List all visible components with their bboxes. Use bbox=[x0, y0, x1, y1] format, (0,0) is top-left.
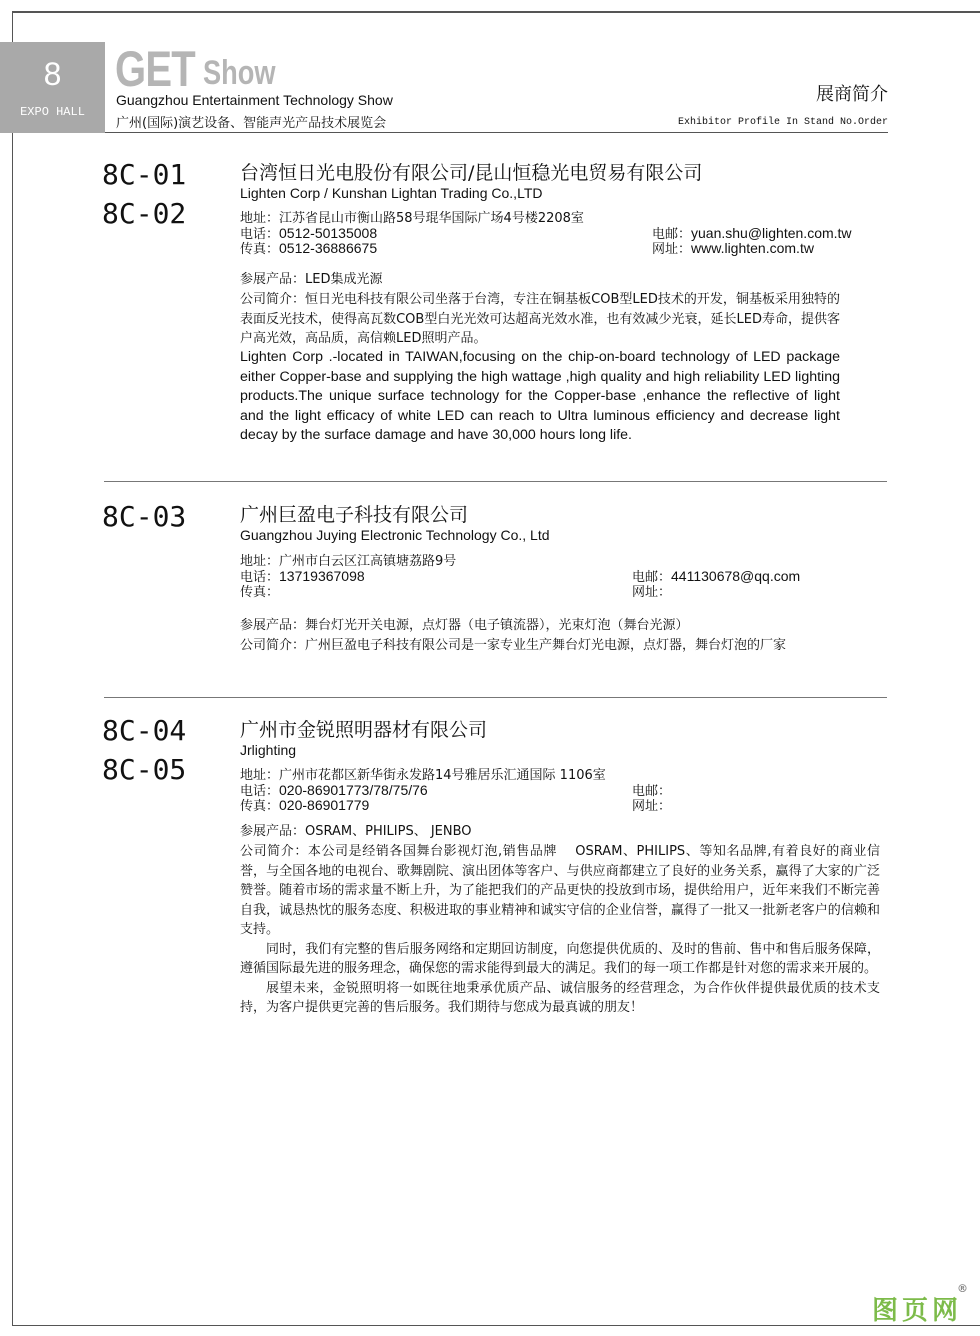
email-label: 电邮： bbox=[652, 227, 692, 242]
phone-value: 0512-50135008 bbox=[279, 225, 378, 241]
address: 地址：江苏省昆山市衡山路58号琨华国际广场4号楼2208室 bbox=[240, 211, 584, 226]
website bbox=[632, 584, 671, 600]
stand-code: 8C-05 bbox=[102, 753, 187, 786]
phone bbox=[240, 569, 365, 585]
frame-top-line bbox=[12, 11, 980, 13]
fax-value: 0512-36886675 bbox=[279, 240, 378, 256]
watermark-text: 图页网 bbox=[871, 1296, 962, 1326]
web-label: 网址： bbox=[632, 799, 672, 814]
web-value[interactable]: www.lighten.com.tw bbox=[691, 240, 814, 256]
email-value[interactable]: yuan.shu@lighten.com.tw bbox=[691, 225, 852, 241]
page-number-box bbox=[0, 42, 105, 133]
phone-label: 电话： bbox=[240, 227, 280, 242]
fax bbox=[240, 241, 377, 257]
company-name-cn: 广州巨盈电子科技有限公司 bbox=[240, 504, 469, 526]
email-label: 电邮： bbox=[632, 570, 672, 585]
website bbox=[652, 241, 814, 257]
phone-value: 020-86901773/78/75/76 bbox=[279, 782, 428, 798]
intro-en: Lighten Corp .-located in TAIWAN,focusing on the chip-on-board technology of LED package either Copper-base and supplying the high wattage ,high quality and high reliability LED lighting products.The unique surface technology for the Copper-base ,enhance the reflective of light and the light efficacy of white LED can reach to Ultra luminous efficiency and decrease light decay by the surface damage and have 30,000 hours long life. bbox=[240, 349, 840, 443]
fax-label: 传真： bbox=[240, 242, 280, 257]
address: 地址：广州市花都区新华街永发路14号雅居乐汇通国际 1106室 bbox=[240, 768, 606, 783]
company-name-en: Lighten Corp / Kunshan Lightan Trading Co.,LTD bbox=[240, 185, 543, 201]
email bbox=[632, 783, 671, 799]
registered-mark-icon: ® bbox=[957, 1282, 972, 1295]
section-title-en: Exhibitor Profile In Stand No.Order bbox=[677, 117, 888, 128]
fax bbox=[240, 584, 279, 600]
watermark-logo bbox=[871, 1282, 972, 1327]
web-label: 网址： bbox=[652, 242, 692, 257]
phone-label: 电话： bbox=[240, 784, 280, 799]
show-title-en: Guangzhou Entertainment Technology Show bbox=[116, 92, 393, 108]
address: 地址：广州市白云区江高镇塘荔路9号 bbox=[240, 554, 457, 569]
company-name-en: Jrlighting bbox=[240, 742, 297, 758]
frame-bottom-line bbox=[12, 1325, 980, 1326]
divider bbox=[104, 697, 887, 698]
company-name-en: Guangzhou Juying Electronic Technology Co., Ltd bbox=[240, 527, 550, 543]
section-title-cn: 展商简介 bbox=[816, 84, 888, 105]
products: 参展产品：OSRAM、PHILIPS、 JENBO bbox=[240, 824, 472, 839]
logo-get: GET bbox=[115, 41, 195, 97]
fax bbox=[240, 798, 369, 814]
company-name-cn: 台湾恒日光电股份有限公司/昆山恒稳光电贸易有限公司 bbox=[240, 162, 703, 184]
stand-code: 8C-03 bbox=[102, 500, 187, 533]
intro-cn-block bbox=[240, 842, 880, 1018]
expo-hall-label: EXPO HALL bbox=[20, 105, 85, 119]
company-name-cn: 广州市金锐照明器材有限公司 bbox=[240, 719, 488, 741]
intro-cn: 公司简介：广州巨盈电子科技有限公司是一家专业生产舞台灯光电源，点灯器，舞台灯泡的厂家 bbox=[240, 638, 787, 653]
stand-code: 8C-04 bbox=[102, 714, 187, 747]
page-number: 8 bbox=[43, 56, 62, 92]
fax-label: 传真： bbox=[240, 799, 280, 814]
divider bbox=[104, 481, 887, 482]
intro-cn: 公司简介：恒日光电科技有限公司坐落于台湾，专注在铜基板COB型LED技术的开发，铜基板采用独特的表面反光技术，使得高瓦数COB型白光光效可达超高光效水准，也有效减少光衰，延长LED寿命，提供客户高光效，高品质，高信赖LED照明产品。 bbox=[240, 292, 840, 346]
email bbox=[632, 569, 800, 585]
intro-cn-paragraph-3: 展望未来，金锐照明将一如既往地秉承优质产品、诚信服务的经营理念，为合作伙伴提供最优质的技术支持，为客户提供更完善的售后服务。我们期待与您成为最真诚的朋友！ bbox=[240, 980, 880, 1015]
products: 参展产品：LED集成光源 bbox=[240, 272, 383, 287]
intro-cn-paragraph-2: 同时，我们有完整的售后服务网络和定期回访制度，向您提供优质的、及时的售前、售中和售后服务保障，遵循国际最先进的服务理念，确保您的需求能得到最大的满足。我们的每一项工作都是针对您的需求来开展的。 bbox=[240, 941, 880, 976]
show-title-cn: 广州(国际)演艺设备、智能声光产品技术展览会 bbox=[116, 116, 387, 131]
logo-show: Show bbox=[203, 54, 276, 92]
website bbox=[632, 798, 671, 814]
products: 参展产品：舞台灯光开关电源，点灯器（电子镇流器），光束灯泡（舞台光源） bbox=[240, 618, 689, 633]
web-label: 网址： bbox=[632, 585, 672, 600]
stand-code: 8C-01 bbox=[102, 158, 187, 191]
phone-label: 电话： bbox=[240, 570, 280, 585]
fax-label: 传真： bbox=[240, 585, 280, 600]
header-rule bbox=[105, 132, 888, 133]
email-label: 电邮： bbox=[632, 784, 672, 799]
phone-value: 13719367098 bbox=[279, 568, 365, 584]
frame-left-line bbox=[12, 11, 13, 1326]
stand-code: 8C-02 bbox=[102, 197, 187, 230]
intro-cn: 公司简介：本公司是经销各国舞台影视灯泡,销售品牌 OSRAM、PHILIPS、等知名品牌,有着良好的商业信誉，与全国各地的电视台、歌舞剧院、演出团体等客户、与供应商都建立了良好的业务关系，赢得了大家的广泛赞誉。随着市场的需求量不断上升，为了能把我们的产品更快的投放到市场，提供给用户，近年来我们不断完善自我，诚恳热忱的服务态度、积极进取的事业精神和诚实守信的企业信誉，赢得了一批又一批新老客户的信赖和支持。 bbox=[240, 844, 880, 937]
fax-value: 020-86901779 bbox=[279, 797, 370, 813]
email-value[interactable]: 441130678@qq.com bbox=[671, 568, 801, 584]
